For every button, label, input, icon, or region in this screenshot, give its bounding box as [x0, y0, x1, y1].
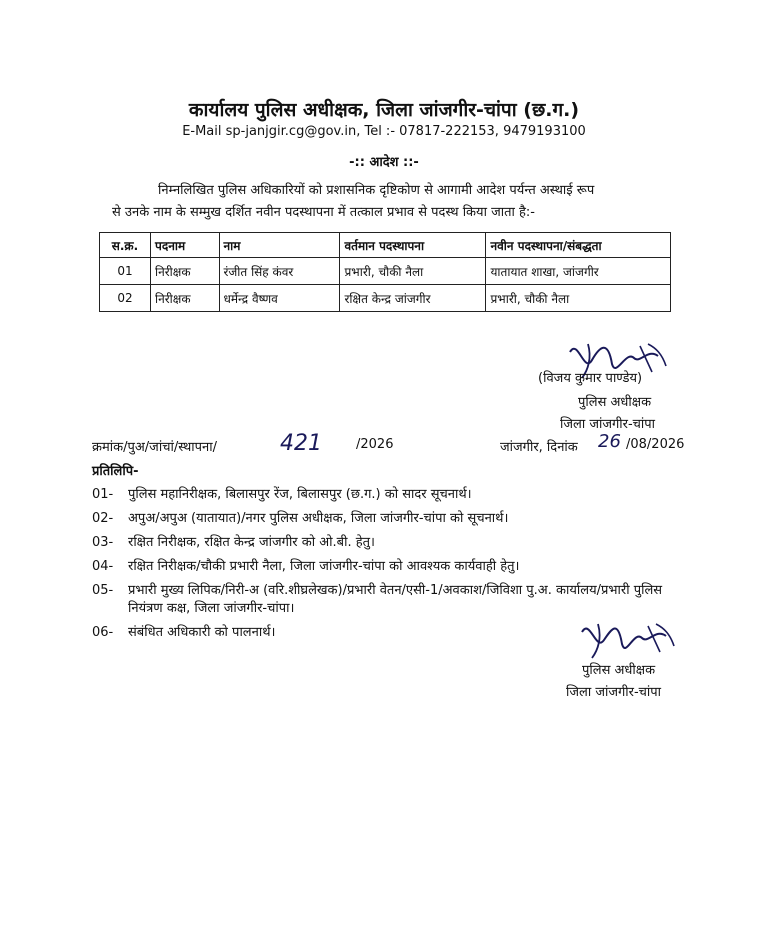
intro-paragraph [112, 180, 672, 224]
list-item-text: अपुअ/अपुअ (यातायात)/नगर पुलिस अधीक्षक, जिला जांजगीर-चांपा को सूचनार्थ। [128, 511, 509, 526]
list-item-number: 02- [92, 511, 114, 526]
office-title: कार्यालय पुलिस अधीक्षक, जिला जांजगीर-चांपा (छ.ग.) [188, 99, 580, 121]
posting-table [99, 232, 671, 312]
signatory-name: (विजय कुमार पाण्डेय) [538, 371, 643, 386]
table-row [100, 285, 671, 312]
list-item-number: 03- [92, 535, 114, 550]
table-cell: यातायात शाखा, जांजगीर [486, 258, 671, 285]
reference-number: 421 [280, 431, 322, 456]
table-cell: रक्षित केन्द्र जांजगीर [340, 285, 486, 312]
list-item-number: 05- [92, 583, 114, 598]
table-cell: प्रभारी, चौकी नैला [486, 285, 671, 312]
order-heading: -:: आदेश ::- [349, 155, 419, 170]
list-item [92, 558, 692, 576]
table-cell: प्रभारी, चौकी नैला [340, 258, 486, 285]
table-cell: रंजीत सिंह कंवर [219, 258, 340, 285]
table-header: नाम [219, 233, 340, 258]
table-header-row [100, 233, 671, 258]
table-header: वर्तमान पदस्थापना [340, 233, 486, 258]
list-item-text: रक्षित निरीक्षक/चौकी प्रभारी नैला, जिला जांजगीर-चांपा को आवश्यक कार्यवाही हेतु। [128, 559, 520, 574]
list-item-number: 01- [92, 487, 114, 502]
list-item-text: संबंधित अधिकारी को पालनार्थ। [128, 625, 276, 640]
table-header: पदनाम [151, 233, 220, 258]
list-item-text: रक्षित निरीक्षक, रक्षित केन्द्र जांजगीर को ओ.बी. हेतु। [128, 535, 375, 550]
intro-line-1: निम्नलिखित पुलिस अधिकारियों को प्रशासनिक दृष्टिकोण से आगामी आदेश पर्यन्त अस्थाई रूप [158, 183, 595, 198]
table-cell: निरीक्षक [151, 285, 220, 312]
list-item-number: 06- [92, 625, 114, 640]
reference-prefix: क्रमांक/पुअ/जांचां/स्थापना/ [92, 440, 218, 455]
list-item-text: पुलिस महानिरीक्षक, बिलासपुर रेंज, बिलासपुर (छ.ग.) को सादर सूचनार्थ। [128, 487, 472, 502]
signatory-district: जिला जांजगीर-चांपा [560, 417, 656, 432]
table-row [100, 258, 671, 285]
copy-to-label: प्रतिलिपि- [92, 464, 139, 479]
list-item [92, 486, 692, 504]
table-cell: निरीक्षक [151, 258, 220, 285]
signatory2-district: जिला जांजगीर-चांपा [566, 685, 662, 700]
list-item [92, 510, 692, 528]
intro-line-2: से उनके नाम के सम्मुख दर्शित नवीन पदस्थापना में तत्काल प्रभाव से पदस्थ किया जाता है:- [112, 205, 535, 220]
list-item-text: प्रभारी मुख्य लिपिक/निरी-अ (वरि.शीघ्रलेखक)/प्रभारी वेतन/एसी-1/अवकाश/जिविशा पु.अ. कार्यालय/प्रभारी पुलिस नियंत्रण कक्ष, जिला जांजगीर-चांपा। [128, 583, 663, 616]
place-date-label: जांजगीर, दिनांक [500, 440, 578, 455]
table-cell: 02 [100, 285, 151, 312]
table-cell: धर्मेन्द्र वैष्णव [219, 285, 340, 312]
table-header: स.क्र. [100, 233, 151, 258]
contact-line: E-Mail sp-janjgir.cg@gov.in, Tel :- 07817-222153, 9479193100 [182, 124, 586, 139]
list-item-number: 04- [92, 559, 114, 574]
date-day: 26 [598, 431, 621, 452]
list-item [92, 534, 692, 552]
date-month-year: /08/2026 [626, 437, 685, 452]
signatory-designation: पुलिस अधीक्षक [578, 395, 652, 410]
reference-year: /2026 [356, 437, 394, 452]
table-header: नवीन पदस्थापना/संबद्धता [486, 233, 671, 258]
signatory2-designation: पुलिस अधीक्षक [582, 663, 656, 678]
table-cell: 01 [100, 258, 151, 285]
